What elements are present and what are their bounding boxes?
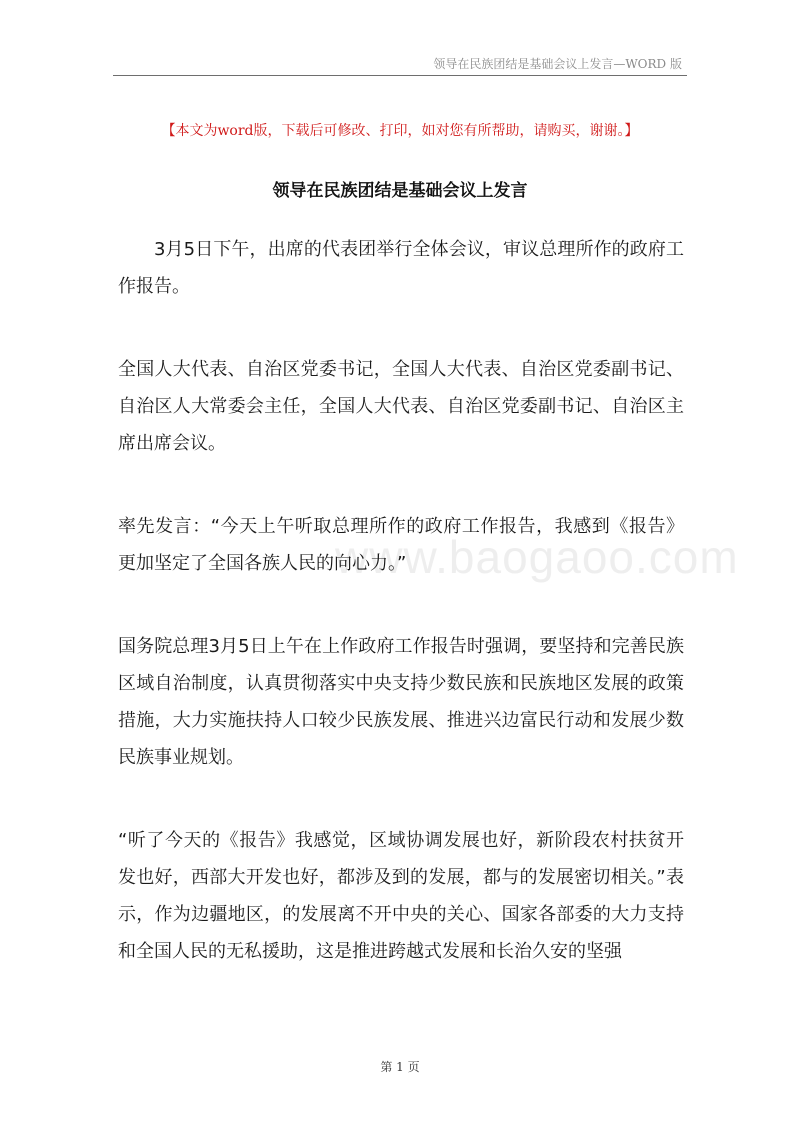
watermark: www.baogaoo.com [335, 531, 739, 583]
running-header: 领导在民族团结是基础会议上发言—WORD 版 [433, 57, 682, 71]
paragraph: “听了今天的《报告》我感觉，区域协调发展也好，新阶段农村扶贫开发也好，西部大开发也好，都涉及到的发展，都与的发展密切相关。”表示，作为边疆地区，的发展离不开中央的关心、国家各部委的大力支持和全国人民的无私援助，这是推进跨越式发展和长治久安的坚强 [118, 830, 684, 962]
paragraph: 国务院总理3月5日上午在上作政府工作报告时强调，要坚持和完善民族区域自治制度，认真贯彻落实中央支持少数民族和民族地区发展的政策措施，大力实施扶持人口较少民族发展、推进兴边富民行动和发展少数民族事业规划。 [118, 636, 684, 768]
paragraph: 率先发言：“今天上午听取总理所作的政府工作报告，我感到《报告》更加坚定了全国各族人民的向心力。” [118, 516, 684, 574]
document-title: 领导在民族团结是基础会议上发言 [272, 181, 528, 201]
paragraph: 3月5日下午，出席的代表团举行全体会议，审议总理所作的政府工作报告。 [118, 239, 684, 297]
document-body [118, 231, 684, 1016]
paragraph: 全国人大代表、自治区党委书记，全国人大代表、自治区党委副书记、自治区人大常委会主任，全国人大代表、自治区党委副书记、自治区主席出席会议。 [118, 359, 684, 454]
page-number: 第 1 页 [380, 1060, 420, 1074]
download-notice: 【本文为word版，下载后可修改、打印，如对您有所帮助，请购买，谢谢。】 [161, 123, 639, 139]
header-divider [113, 75, 687, 76]
